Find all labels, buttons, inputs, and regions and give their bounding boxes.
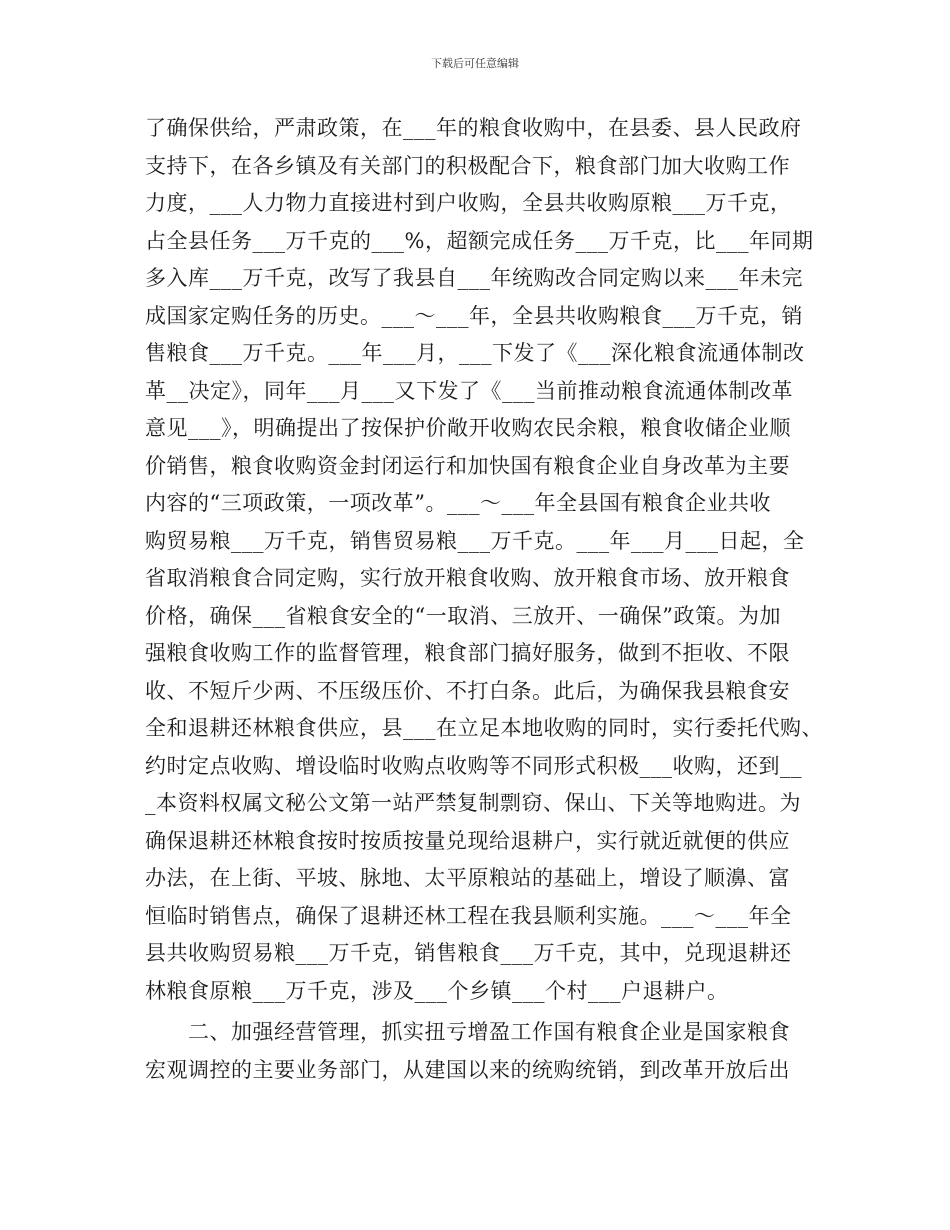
- paragraph-start-line: 二、加强经营管理，抓实扭亏增盈工作国有粮食企业是国家粮食: [145, 1020, 790, 1044]
- text-line: 约时定点收购、增设临时收购点收购等不同形式积极___收购，还到__: [145, 753, 802, 778]
- page-header: 下载后可任意编辑: [431, 57, 519, 70]
- text-line: 革__决定》，同年___月___又下发了《___当前推动粮食流通体制改革: [145, 378, 793, 403]
- text-line: 内容的“三项政策，一项改革”。___～___年全县国有粮食企业共收: [145, 491, 771, 515]
- text-line: 力度，___人力物力直接进村到户收购，全县共收购原粮___万千克，: [145, 191, 792, 215]
- text-line: 县共收购贸易粮___万千克，销售粮食___万千克，其中，兑现退耕还: [145, 941, 792, 965]
- text-line: 省取消粮食合同定购，实行放开粮食收购、放开粮食市场、放开粮食: [145, 566, 790, 590]
- text-line: 强粮食收购工作的监督管理，粮食部门搞好服务，做到不拒收、不限: [145, 641, 790, 665]
- text-line: 了确保供给，严肃政策，在___年的粮食收购中，在县委、县人民政府: [145, 116, 802, 140]
- text-line: 宏观调控的主要业务部门，从建国以来的统购统销，到改革开放后出: [145, 1057, 790, 1082]
- text-line: 购贸易粮___万千克，销售贸易粮___万千克。___年___月___日起，全: [145, 528, 805, 553]
- text-line: 办法，在上街、平坡、脉地、太平原粮站的基础上，增设了顺濞、富: [145, 866, 790, 890]
- document-body: [145, 110, 823, 1089]
- text-line: 全和退耕还林粮食供应，县___在立足本地收购的同时，实行委托代购、: [145, 716, 823, 740]
- text-line: 价销售，粮食收购资金封闭运行和加快国有粮食企业自身改革为主要: [145, 453, 790, 478]
- text-line: 恒临时销售点，确保了退耕还林工程在我县顺利实施。___～___年全: [145, 903, 792, 928]
- text-line: 确保退耕还林粮食按时按质按量兑现给退耕户，实行就近就便的供应: [145, 828, 790, 853]
- text-line: _本资料权属文秘公文第一站严禁复制剽窃、保山、下关等地购进。为: [145, 791, 801, 815]
- text-line: 收、不短斤少两、不压级压价、不打白条。此后，为确保我县粮食安: [145, 678, 790, 703]
- text-line: 占全县任务___万千克的___%，超额完成任务___万千克，比___年同期: [145, 228, 814, 253]
- text-line: 多入库___万千克，改写了我县自___年统购改合同定购以来___年未完: [145, 266, 803, 290]
- text-line: 成国家定购任务的历史。___～___年，全县共收购粮食___万千克，销: [145, 303, 803, 328]
- text-line: 价格，确保___省粮食安全的“一取消、三放开、一确保”政策。为加: [145, 603, 781, 628]
- text-line: 售粮食___万千克。___年___月，___下发了《___深化粮食流通体制改: [145, 341, 805, 365]
- text-line: 意见___》，明确提出了按保护价敞开收购农民余粮，粮食收储企业顺: [145, 416, 791, 440]
- text-line: 支持下，在各乡镇及有关部门的积极配合下，粮食部门加大收购工作: [145, 153, 790, 178]
- text-line: 林粮食原粮___万千克，涉及___个乡镇___个村___户退耕户。: [145, 978, 729, 1003]
